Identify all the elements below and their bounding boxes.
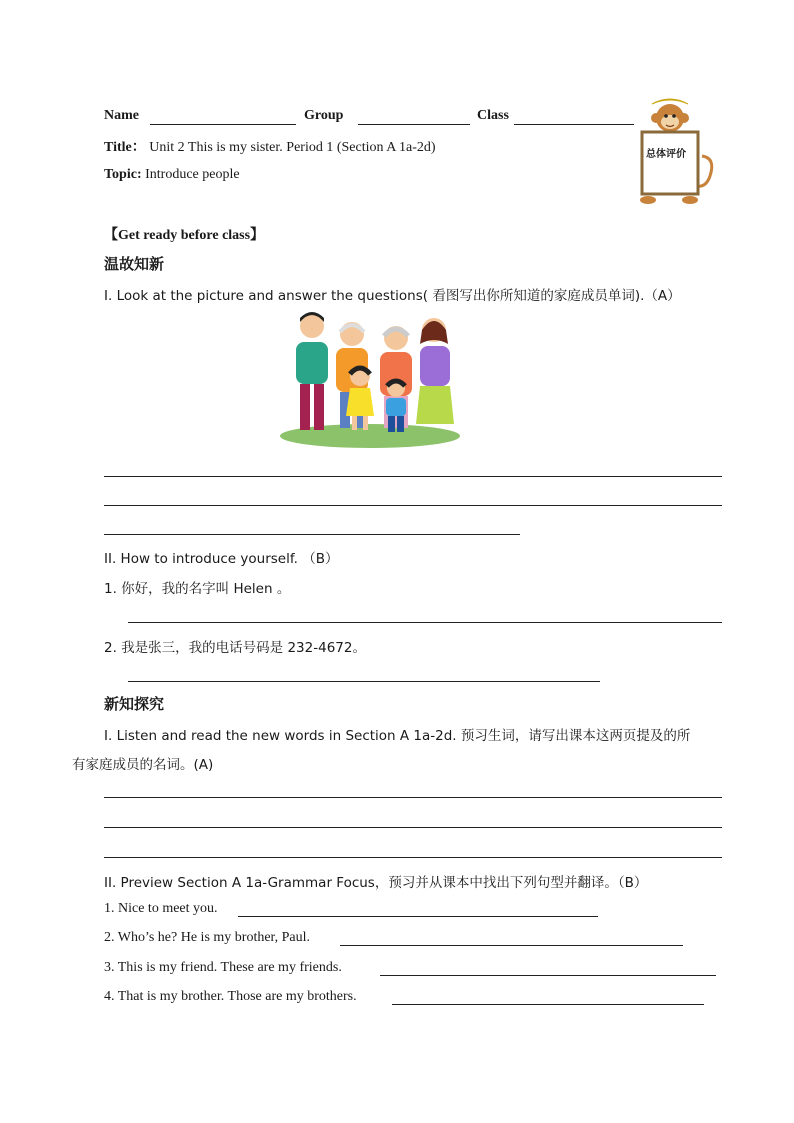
answer-line[interactable]	[104, 797, 722, 798]
sentence-item-1: 1. Nice to meet you.	[104, 901, 218, 916]
review-question-1: I. Look at the picture and answer the questions( 看图写出你所知道的家庭成员单词).（A）	[104, 288, 681, 304]
answer-line[interactable]	[340, 945, 683, 946]
answer-line[interactable]	[104, 505, 722, 506]
class-label: Class	[477, 108, 509, 123]
title-row	[104, 136, 436, 156]
topic-label: Topic:	[104, 167, 142, 182]
answer-line[interactable]	[104, 476, 722, 477]
new-heading: 新知探究	[104, 695, 165, 713]
family-illustration-icon	[278, 308, 462, 450]
title-label: Title：	[104, 140, 146, 155]
answer-line[interactable]	[104, 857, 722, 858]
topic-value: Introduce people	[145, 167, 240, 182]
new-question-1-line-2: 有家庭成员的名词。(A)	[72, 757, 214, 773]
group-label: Group	[304, 108, 344, 123]
name-blank[interactable]	[150, 124, 296, 125]
review-item-1: 1. 你好，我的名字叫 Helen 。	[104, 581, 291, 597]
answer-line[interactable]	[392, 1004, 704, 1005]
review-item-2: 2. 我是张三，我的电话号码是 232-4672。	[104, 640, 366, 656]
monkey-evaluation-badge	[630, 96, 716, 208]
review-question-2: II. How to introduce yourself. （B）	[104, 551, 339, 567]
new-question-2: II. Preview Section A 1a-Grammar Focus，预习并从课本中找出下列句型并翻译。（B）	[104, 875, 648, 891]
new-question-1-line-1: I. Listen and read the new words in Section A 1a-2d. 预习生词，请写出课本这两页提及的所	[104, 728, 691, 744]
family-picture	[278, 308, 462, 450]
answer-line[interactable]	[128, 622, 722, 623]
answer-line[interactable]	[104, 827, 722, 828]
section-heading: 【Get ready before class】	[104, 228, 265, 243]
sentence-item-4: 4. That is my brother. Those are my brothers.	[104, 989, 357, 1004]
badge-text: 总体评价	[646, 149, 686, 160]
review-heading: 温故知新	[104, 255, 165, 273]
class-blank[interactable]	[514, 124, 634, 125]
topic-row	[104, 167, 240, 183]
name-label: Name	[104, 108, 139, 123]
title-value: Unit 2 This is my sister. Period 1 (Section A 1a-2d)	[149, 140, 436, 155]
answer-line[interactable]	[238, 916, 598, 917]
answer-line[interactable]	[104, 534, 520, 535]
answer-line[interactable]	[128, 681, 600, 682]
sentence-item-3: 3. This is my friend. These are my friends.	[104, 960, 342, 975]
group-blank[interactable]	[358, 124, 470, 125]
sentence-item-2: 2. Who’s he? He is my brother, Paul.	[104, 930, 311, 945]
answer-line[interactable]	[380, 975, 716, 976]
